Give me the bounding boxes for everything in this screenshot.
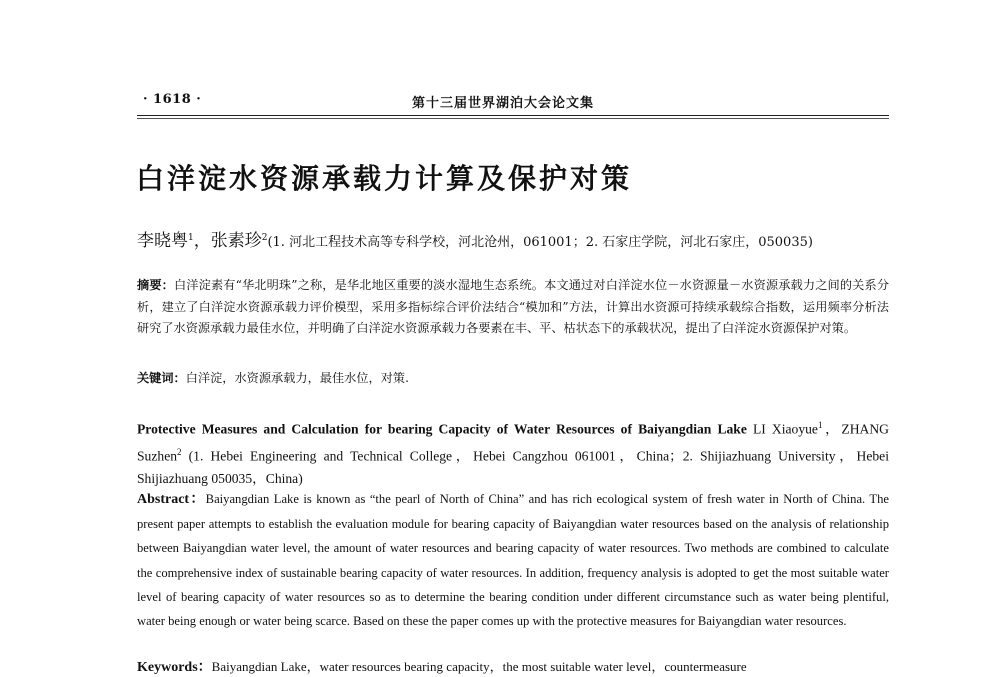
header-rule-thin [137, 118, 889, 119]
keywords-en [137, 656, 889, 676]
english-author-1-mark: 1 [817, 420, 823, 430]
running-header [137, 90, 887, 112]
abstract-en-label: Abstract： [137, 492, 206, 507]
author-2-affil-mark: 2 [261, 233, 268, 243]
english-author-1: LI Xiaoyue [746, 421, 818, 437]
keywords-en-text: Baiyangdian Lake，water resources bearing capacity，the most suitable water level，countermeasure [211, 659, 747, 674]
author-1: 李晓粤 [137, 231, 188, 251]
affiliation: (1. 河北工程技术高等专科学校，河北沧州，061001；2. 石家庄学院，河北石家庄，050035) [267, 235, 813, 250]
abstract-cn-text: 白洋淀素有“华北明珠”之称，是华北地区重要的淡水湿地生态系统。本文通过对白洋淀水位－水资源量－水资源承载力之间的关系分析，建立了白洋淀水资源承载力评价模型，采用多指标综合评价法结合“模加和”方法，计算出水资源可持续承载综合指数，运用频率分析法研究了水资源承载力最佳水位，并明确了白洋淀水资源承载力各要素在丰、平、枯状态下的承载状况，提出了白洋淀水资源保护对策。 [137, 278, 890, 335]
author-2: 张素珍 [210, 231, 262, 251]
keywords-cn-label: 关键词： [137, 371, 186, 385]
english-title-block [137, 414, 889, 490]
page-number: · 1618 · [143, 92, 202, 107]
keywords-cn-text: 白洋淀，水资源承载力，最佳水位，对策. [185, 371, 409, 385]
abstract-cn-label: 摘要： [137, 278, 174, 292]
english-author-2: ，ZHANG Suzhen [137, 421, 889, 464]
abstract-en [137, 487, 889, 633]
english-title: Protective Measures and Calculation for bearing Capacity of Water Resources of Baiyangdian Lake [137, 421, 747, 437]
abstract-en-text: Baiyangdian Lake is known as “the pearl of North of China” and has rich ecological system of fresh water in North of China. The present paper attempts to establish the evaluation module for bearing capacity of Baiyangdian water resources based on the analysis of relationship between Baiyangdian water level, the amount of water resources and bearing capacity of water resources. Two methods are combined to calculate the comprehensive index of sustainable bearing capacity of water resources. In addition, frequency analysis is adopted to get the most suitable water level of bearing capacity of water resources so as to determine the bearing condition under different circumstance such as water being plentiful, water being enough or water being scarce. Based on these the paper comes up with the protective measures for Baiyangdian water resources. [137, 492, 889, 629]
paper-title: 白洋淀水资源承载力计算及保护对策 [136, 162, 633, 195]
author-separator: ， [193, 231, 211, 251]
author-line [137, 226, 813, 251]
keywords-en-label: Keywords： [137, 660, 212, 675]
english-author-2-mark: 2 [177, 446, 182, 457]
keywords-cn [137, 369, 409, 386]
author-1-affil-mark: 1 [188, 233, 194, 243]
header-rule [137, 115, 889, 116]
abstract-cn [137, 275, 889, 340]
english-affiliation: (1. Hebei Engineering and Technical College，Hebei Cangzhou 061001，China；2. Shijiazhuang University，Hebei Shijiazhuang 050035，China) [137, 448, 889, 487]
journal-name: 第十三届世界湖泊大会论文集 [412, 96, 595, 111]
